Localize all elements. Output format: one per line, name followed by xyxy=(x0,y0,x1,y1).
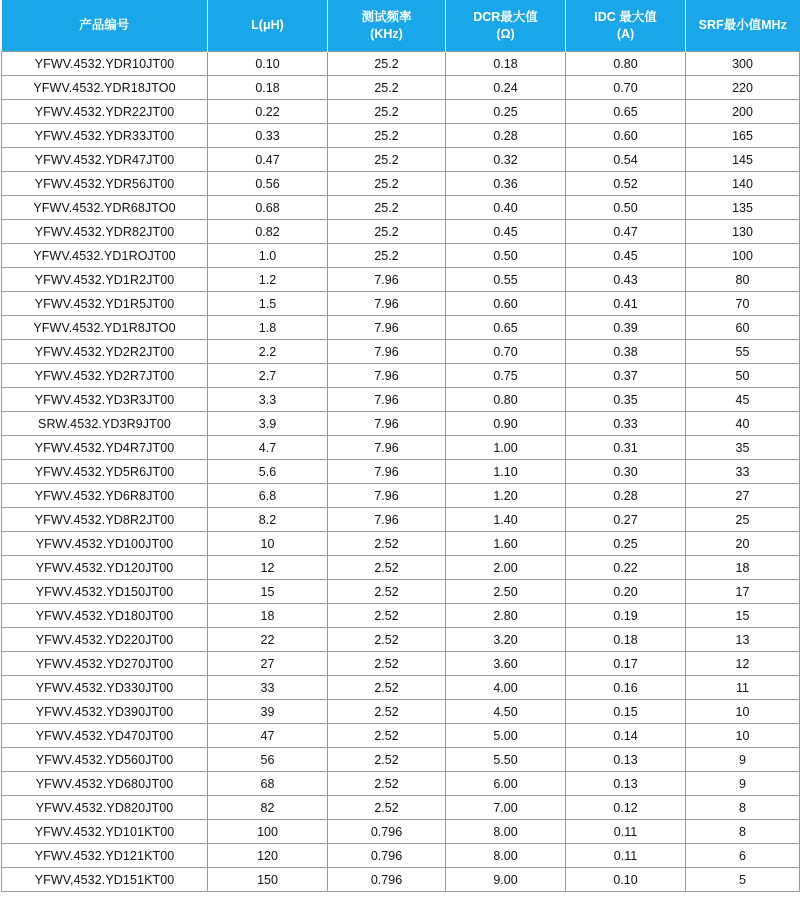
inductance-cell: 4.7 xyxy=(208,436,328,460)
dcr-cell: 0.25 xyxy=(446,100,566,124)
test-frequency-cell: 25.2 xyxy=(328,220,446,244)
idc-cell: 0.28 xyxy=(566,484,686,508)
part-number-cell: YFWV.4532.YD390JT00 xyxy=(2,700,208,724)
srf-cell: 55 xyxy=(686,340,800,364)
inductance-cell: 120 xyxy=(208,844,328,868)
test-frequency-cell: 25.2 xyxy=(328,100,446,124)
srf-cell: 17 xyxy=(686,580,800,604)
srf-cell: 33 xyxy=(686,460,800,484)
test-frequency-cell: 2.52 xyxy=(328,604,446,628)
table-row xyxy=(2,604,800,628)
srf-cell: 10 xyxy=(686,700,800,724)
srf-cell: 35 xyxy=(686,436,800,460)
inductance-cell: 0.33 xyxy=(208,124,328,148)
idc-cell: 0.20 xyxy=(566,580,686,604)
dcr-cell: 0.80 xyxy=(446,388,566,412)
test-frequency-cell: 2.52 xyxy=(328,724,446,748)
table-row xyxy=(2,724,800,748)
table-row xyxy=(2,508,800,532)
inductance-cell: 0.47 xyxy=(208,148,328,172)
srf-cell: 50 xyxy=(686,364,800,388)
idc-cell: 0.14 xyxy=(566,724,686,748)
inductance-cell: 47 xyxy=(208,724,328,748)
part-number-cell: YFWV.4532.YD2R2JT00 xyxy=(2,340,208,364)
table-row xyxy=(2,556,800,580)
srf-cell: 80 xyxy=(686,268,800,292)
test-frequency-cell: 0.796 xyxy=(328,868,446,892)
table-row xyxy=(2,244,800,268)
idc-cell: 0.31 xyxy=(566,436,686,460)
test-frequency-cell: 25.2 xyxy=(328,124,446,148)
idc-cell: 0.41 xyxy=(566,292,686,316)
dcr-cell: 0.24 xyxy=(446,76,566,100)
idc-cell: 0.18 xyxy=(566,628,686,652)
idc-cell: 0.45 xyxy=(566,244,686,268)
srf-cell: 27 xyxy=(686,484,800,508)
table-row xyxy=(2,676,800,700)
idc-cell: 0.43 xyxy=(566,268,686,292)
inductance-cell: 10 xyxy=(208,532,328,556)
part-number-cell: YFWV,4532.YD151KT00 xyxy=(2,868,208,892)
part-number-cell: YFWV.4532.YD150JT00 xyxy=(2,580,208,604)
test-frequency-cell: 7.96 xyxy=(328,412,446,436)
part-number-cell: YFWV.4532.YD560JT00 xyxy=(2,748,208,772)
inductance-cell: 0.10 xyxy=(208,52,328,76)
idc-cell: 0.52 xyxy=(566,172,686,196)
table-row xyxy=(2,388,800,412)
part-number-cell: YFWV.4532.YDR82JT00 xyxy=(2,220,208,244)
test-frequency-cell: 7.96 xyxy=(328,364,446,388)
test-frequency-cell: 2.52 xyxy=(328,796,446,820)
test-frequency-cell: 7.96 xyxy=(328,436,446,460)
test-frequency-cell: 0.796 xyxy=(328,820,446,844)
test-frequency-cell: 25.2 xyxy=(328,172,446,196)
part-number-cell: YFWV.4532.YD1R8JTO0 xyxy=(2,316,208,340)
inductance-cell: 6.8 xyxy=(208,484,328,508)
inductance-cell: 82 xyxy=(208,796,328,820)
table-row xyxy=(2,196,800,220)
dcr-cell: 0.40 xyxy=(446,196,566,220)
dcr-cell: 0.18 xyxy=(446,52,566,76)
part-number-cell: YFWV.4532.YDR47JT00 xyxy=(2,148,208,172)
inductance-cell: 0.22 xyxy=(208,100,328,124)
srf-cell: 9 xyxy=(686,772,800,796)
dcr-cell: 5.50 xyxy=(446,748,566,772)
inductance-cell: 33 xyxy=(208,676,328,700)
table-row xyxy=(2,364,800,388)
inductance-cell: 0.18 xyxy=(208,76,328,100)
dcr-cell: 2.50 xyxy=(446,580,566,604)
header-part-number: 产品编号 xyxy=(2,0,208,52)
inductance-cell: 100 xyxy=(208,820,328,844)
inductance-cell: 8.2 xyxy=(208,508,328,532)
test-frequency-cell: 25.2 xyxy=(328,196,446,220)
srf-cell: 10 xyxy=(686,724,800,748)
test-frequency-cell: 25.2 xyxy=(328,76,446,100)
dcr-cell: 0.90 xyxy=(446,412,566,436)
table-row xyxy=(2,580,800,604)
part-number-cell: YFWV.4532.YD101KT00 xyxy=(2,820,208,844)
test-frequency-cell: 7.96 xyxy=(328,460,446,484)
inductor-spec-table xyxy=(1,0,800,892)
test-frequency-cell: 2.52 xyxy=(328,772,446,796)
inductance-cell: 12 xyxy=(208,556,328,580)
part-number-cell: YFWV.4532.YD100JT00 xyxy=(2,532,208,556)
srf-cell: 20 xyxy=(686,532,800,556)
srf-cell: 5 xyxy=(686,868,800,892)
test-frequency-cell: 25.2 xyxy=(328,52,446,76)
part-number-cell: YFWV.4532.YD3R3JT00 xyxy=(2,388,208,412)
inductance-cell: 150 xyxy=(208,868,328,892)
test-frequency-cell: 0.796 xyxy=(328,844,446,868)
table-row xyxy=(2,484,800,508)
idc-cell: 0.50 xyxy=(566,196,686,220)
srf-cell: 100 xyxy=(686,244,800,268)
test-frequency-cell: 25.2 xyxy=(328,244,446,268)
header-srf-min: SRF最小值MHz xyxy=(686,0,800,52)
part-number-cell: YFWV.4532.YD180JT00 xyxy=(2,604,208,628)
inductance-cell: 15 xyxy=(208,580,328,604)
header-idc-max: IDC 最大值 (A) xyxy=(566,0,686,52)
part-number-cell: YFWV.4532.YDR33JT00 xyxy=(2,124,208,148)
srf-cell: 145 xyxy=(686,148,800,172)
table-row xyxy=(2,772,800,796)
inductance-cell: 27 xyxy=(208,652,328,676)
inductance-cell: 0.82 xyxy=(208,220,328,244)
test-frequency-cell: 7.96 xyxy=(328,388,446,412)
part-number-cell: YFWV.4532.YD1R5JT00 xyxy=(2,292,208,316)
test-frequency-cell: 7.96 xyxy=(328,316,446,340)
dcr-cell: 0.32 xyxy=(446,148,566,172)
table-row xyxy=(2,700,800,724)
inductance-cell: 2.7 xyxy=(208,364,328,388)
dcr-cell: 9.00 xyxy=(446,868,566,892)
dcr-cell: 0.60 xyxy=(446,292,566,316)
part-number-cell: SRW.4532.YD3R9JT00 xyxy=(2,412,208,436)
dcr-cell: 1.60 xyxy=(446,532,566,556)
dcr-cell: 8.00 xyxy=(446,844,566,868)
inductance-cell: 3.3 xyxy=(208,388,328,412)
inductance-cell: 1.8 xyxy=(208,316,328,340)
srf-cell: 11 xyxy=(686,676,800,700)
table-row xyxy=(2,412,800,436)
part-number-cell: YFWV.4532.YDR18JTO0 xyxy=(2,76,208,100)
dcr-cell: 0.75 xyxy=(446,364,566,388)
header-inductance: L(μH) xyxy=(208,0,328,52)
srf-cell: 18 xyxy=(686,556,800,580)
idc-cell: 0.22 xyxy=(566,556,686,580)
part-number-cell: YFWV.4532.YD6R8JT00 xyxy=(2,484,208,508)
table-row xyxy=(2,820,800,844)
srf-cell: 9 xyxy=(686,748,800,772)
test-frequency-cell: 2.52 xyxy=(328,580,446,604)
table-row xyxy=(2,148,800,172)
dcr-cell: 2.80 xyxy=(446,604,566,628)
table-row xyxy=(2,124,800,148)
inductance-cell: 0.56 xyxy=(208,172,328,196)
table-row xyxy=(2,868,800,892)
dcr-cell: 8.00 xyxy=(446,820,566,844)
srf-cell: 12 xyxy=(686,652,800,676)
idc-cell: 0.25 xyxy=(566,532,686,556)
part-number-cell: YFWV.4532.YD680JT00 xyxy=(2,772,208,796)
idc-cell: 0.15 xyxy=(566,700,686,724)
srf-cell: 15 xyxy=(686,604,800,628)
dcr-cell: 1.20 xyxy=(446,484,566,508)
table-row xyxy=(2,628,800,652)
part-number-cell: YFWV.4532.YD121KT00 xyxy=(2,844,208,868)
part-number-cell: YFWV.4532.YD1R2JT00 xyxy=(2,268,208,292)
table-row xyxy=(2,436,800,460)
srf-cell: 6 xyxy=(686,844,800,868)
table-row xyxy=(2,340,800,364)
header-test-frequency: 测试频率 (KHz) xyxy=(328,0,446,52)
part-number-cell: YFWV.4532.YDR56JT00 xyxy=(2,172,208,196)
table-row xyxy=(2,172,800,196)
srf-cell: 60 xyxy=(686,316,800,340)
part-number-cell: YFWV.4532.YD2R7JT00 xyxy=(2,364,208,388)
idc-cell: 0.16 xyxy=(566,676,686,700)
part-number-cell: YFWV.4532.YDR68JTO0 xyxy=(2,196,208,220)
srf-cell: 135 xyxy=(686,196,800,220)
header-row xyxy=(2,0,800,52)
test-frequency-cell: 2.52 xyxy=(328,556,446,580)
table-body xyxy=(2,52,800,892)
table-row xyxy=(2,268,800,292)
inductance-cell: 5.6 xyxy=(208,460,328,484)
dcr-cell: 2.00 xyxy=(446,556,566,580)
dcr-cell: 3.60 xyxy=(446,652,566,676)
srf-cell: 13 xyxy=(686,628,800,652)
test-frequency-cell: 7.96 xyxy=(328,484,446,508)
test-frequency-cell: 2.52 xyxy=(328,700,446,724)
idc-cell: 0.10 xyxy=(566,868,686,892)
dcr-cell: 0.28 xyxy=(446,124,566,148)
dcr-cell: 1.10 xyxy=(446,460,566,484)
dcr-cell: 5.00 xyxy=(446,724,566,748)
table-header xyxy=(2,0,800,52)
dcr-cell: 0.36 xyxy=(446,172,566,196)
srf-cell: 220 xyxy=(686,76,800,100)
table-row xyxy=(2,292,800,316)
table-row xyxy=(2,100,800,124)
inductance-cell: 18 xyxy=(208,604,328,628)
test-frequency-cell: 7.96 xyxy=(328,340,446,364)
table-row xyxy=(2,76,800,100)
dcr-cell: 6.00 xyxy=(446,772,566,796)
idc-cell: 0.39 xyxy=(566,316,686,340)
inductance-cell: 3.9 xyxy=(208,412,328,436)
part-number-cell: YFWV.4532.YDR10JT00 xyxy=(2,52,208,76)
table-row xyxy=(2,796,800,820)
part-number-cell: YFWV.4532.YD330JT00 xyxy=(2,676,208,700)
inductance-cell: 56 xyxy=(208,748,328,772)
srf-cell: 25 xyxy=(686,508,800,532)
srf-cell: 200 xyxy=(686,100,800,124)
test-frequency-cell: 2.52 xyxy=(328,748,446,772)
table-row xyxy=(2,52,800,76)
header-dcr-max: DCR最大值 (Ω) xyxy=(446,0,566,52)
part-number-cell: YFWV.4532.YD8R2JT00 xyxy=(2,508,208,532)
srf-cell: 130 xyxy=(686,220,800,244)
test-frequency-cell: 2.52 xyxy=(328,676,446,700)
inductance-cell: 1.0 xyxy=(208,244,328,268)
test-frequency-cell: 2.52 xyxy=(328,532,446,556)
idc-cell: 0.70 xyxy=(566,76,686,100)
part-number-cell: YFWV.4532.YD470JT00 xyxy=(2,724,208,748)
part-number-cell: YFWV.4532.YDR22JT00 xyxy=(2,100,208,124)
dcr-cell: 0.45 xyxy=(446,220,566,244)
dcr-cell: 0.55 xyxy=(446,268,566,292)
dcr-cell: 7.00 xyxy=(446,796,566,820)
test-frequency-cell: 7.96 xyxy=(328,292,446,316)
table-row xyxy=(2,220,800,244)
test-frequency-cell: 7.96 xyxy=(328,508,446,532)
idc-cell: 0.80 xyxy=(566,52,686,76)
dcr-cell: 3.20 xyxy=(446,628,566,652)
idc-cell: 0.13 xyxy=(566,772,686,796)
inductance-cell: 2.2 xyxy=(208,340,328,364)
part-number-cell: YFWV.4532.YD820JT00 xyxy=(2,796,208,820)
test-frequency-cell: 25.2 xyxy=(328,148,446,172)
idc-cell: 0.54 xyxy=(566,148,686,172)
idc-cell: 0.13 xyxy=(566,748,686,772)
part-number-cell: YFWV.4532.YD220JT00 xyxy=(2,628,208,652)
idc-cell: 0.37 xyxy=(566,364,686,388)
dcr-cell: 0.70 xyxy=(446,340,566,364)
idc-cell: 0.19 xyxy=(566,604,686,628)
srf-cell: 45 xyxy=(686,388,800,412)
idc-cell: 0.47 xyxy=(566,220,686,244)
inductance-cell: 1.2 xyxy=(208,268,328,292)
srf-cell: 70 xyxy=(686,292,800,316)
part-number-cell: YFWV.4532.YD4R7JT00 xyxy=(2,436,208,460)
idc-cell: 0.11 xyxy=(566,820,686,844)
table-row xyxy=(2,652,800,676)
srf-cell: 140 xyxy=(686,172,800,196)
srf-cell: 40 xyxy=(686,412,800,436)
table-row xyxy=(2,316,800,340)
srf-cell: 8 xyxy=(686,796,800,820)
dcr-cell: 4.00 xyxy=(446,676,566,700)
inductance-cell: 0.68 xyxy=(208,196,328,220)
idc-cell: 0.11 xyxy=(566,844,686,868)
inductance-cell: 1.5 xyxy=(208,292,328,316)
part-number-cell: YFWV.4532.YD1ROJT00 xyxy=(2,244,208,268)
test-frequency-cell: 2.52 xyxy=(328,628,446,652)
inductance-cell: 39 xyxy=(208,700,328,724)
dcr-cell: 0.50 xyxy=(446,244,566,268)
idc-cell: 0.17 xyxy=(566,652,686,676)
srf-cell: 300 xyxy=(686,52,800,76)
dcr-cell: 4.50 xyxy=(446,700,566,724)
dcr-cell: 0.65 xyxy=(446,316,566,340)
srf-cell: 165 xyxy=(686,124,800,148)
inductance-cell: 68 xyxy=(208,772,328,796)
inductance-cell: 22 xyxy=(208,628,328,652)
test-frequency-cell: 7.96 xyxy=(328,268,446,292)
idc-cell: 0.30 xyxy=(566,460,686,484)
idc-cell: 0.65 xyxy=(566,100,686,124)
idc-cell: 0.33 xyxy=(566,412,686,436)
part-number-cell: YFWV.4532.YD120JT00 xyxy=(2,556,208,580)
part-number-cell: YFWV.4532.YD270JT00 xyxy=(2,652,208,676)
idc-cell: 0.35 xyxy=(566,388,686,412)
table-row xyxy=(2,532,800,556)
srf-cell: 8 xyxy=(686,820,800,844)
table-row xyxy=(2,844,800,868)
test-frequency-cell: 2.52 xyxy=(328,652,446,676)
dcr-cell: 1.00 xyxy=(446,436,566,460)
part-number-cell: YFWV.4532.YD5R6JT00 xyxy=(2,460,208,484)
idc-cell: 0.38 xyxy=(566,340,686,364)
idc-cell: 0.27 xyxy=(566,508,686,532)
idc-cell: 0.12 xyxy=(566,796,686,820)
dcr-cell: 1.40 xyxy=(446,508,566,532)
idc-cell: 0.60 xyxy=(566,124,686,148)
table-row xyxy=(2,748,800,772)
table-row xyxy=(2,460,800,484)
